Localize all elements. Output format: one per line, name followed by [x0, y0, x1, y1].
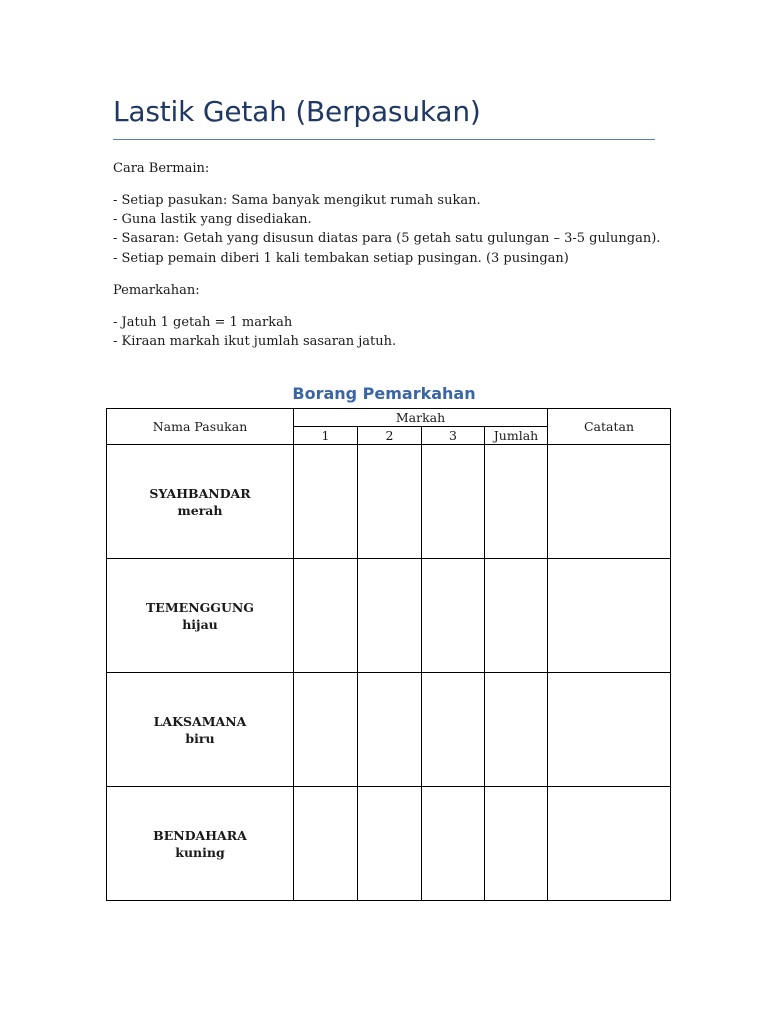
- header-jumlah: Jumlah: [485, 427, 548, 445]
- rule-line-4: - Setiap pemain diberi 1 kali tembakan setiap pusingan. (3 pusingan): [113, 251, 569, 266]
- score-cell-total[interactable]: [485, 787, 548, 901]
- team-color: hijau: [182, 616, 218, 632]
- page-title: Lastik Getah (Berpasukan): [113, 95, 481, 128]
- notes-cell[interactable]: [548, 559, 671, 673]
- table-row: [107, 445, 671, 559]
- header-markah: Markah: [294, 409, 548, 427]
- score-cell-total[interactable]: [485, 445, 548, 559]
- cara-bermain-heading: Cara Bermain:: [113, 161, 210, 176]
- score-cell-round-1[interactable]: [294, 445, 358, 559]
- team-color: biru: [185, 730, 215, 746]
- scoring-line-2: - Kiraan markah ikut jumlah sasaran jatuh.: [113, 334, 397, 349]
- team-cell: [107, 445, 294, 559]
- score-cell-round-1[interactable]: [294, 673, 358, 787]
- team-cell: [107, 787, 294, 901]
- notes-cell[interactable]: [548, 445, 671, 559]
- team-color: merah: [177, 502, 223, 518]
- table-row: [107, 673, 671, 787]
- rule-line-2: - Guna lastik yang disediakan.: [113, 212, 312, 227]
- score-cell-round-2[interactable]: [358, 445, 422, 559]
- score-cell-round-1[interactable]: [294, 787, 358, 901]
- table-row: [107, 559, 671, 673]
- team-cell: [107, 673, 294, 787]
- score-cell-round-2[interactable]: [358, 787, 422, 901]
- table-header-row: [107, 409, 671, 427]
- scoring-line-1: - Jatuh 1 getah = 1 markah: [113, 315, 293, 330]
- notes-cell[interactable]: [548, 673, 671, 787]
- header-catatan: Catatan: [548, 409, 671, 445]
- team-name: SYAHBANDAR: [149, 485, 251, 501]
- header-round-3: 3: [422, 427, 485, 445]
- score-cell-round-2[interactable]: [358, 673, 422, 787]
- table-row: [107, 787, 671, 901]
- header-round-1: 1: [294, 427, 358, 445]
- notes-cell[interactable]: [548, 787, 671, 901]
- rule-line-1: - Setiap pasukan: Sama banyak mengikut rumah sukan.: [113, 193, 481, 208]
- team-cell: [107, 559, 294, 673]
- score-cell-total[interactable]: [485, 559, 548, 673]
- header-round-2: 2: [358, 427, 422, 445]
- score-cell-round-3[interactable]: [422, 673, 485, 787]
- score-cell-round-3[interactable]: [422, 445, 485, 559]
- title-underline: [113, 139, 655, 140]
- team-name: BENDAHARA: [153, 827, 247, 843]
- score-cell-round-2[interactable]: [358, 559, 422, 673]
- score-table: [106, 408, 671, 901]
- score-cell-round-1[interactable]: [294, 559, 358, 673]
- rule-line-3: - Sasaran: Getah yang disusun diatas para (5 getah satu gulungan – 3-5 gulungan).: [113, 231, 661, 246]
- score-cell-round-3[interactable]: [422, 559, 485, 673]
- score-cell-total[interactable]: [485, 673, 548, 787]
- team-color: kuning: [175, 844, 225, 860]
- header-team-name: Nama Pasukan: [107, 409, 294, 445]
- score-cell-round-3[interactable]: [422, 787, 485, 901]
- pemarkahan-heading: Pemarkahan:: [113, 283, 200, 298]
- team-name: LAKSAMANA: [153, 713, 247, 729]
- form-title: Borang Pemarkahan: [292, 384, 476, 403]
- team-name: TEMENGGUNG: [146, 599, 254, 615]
